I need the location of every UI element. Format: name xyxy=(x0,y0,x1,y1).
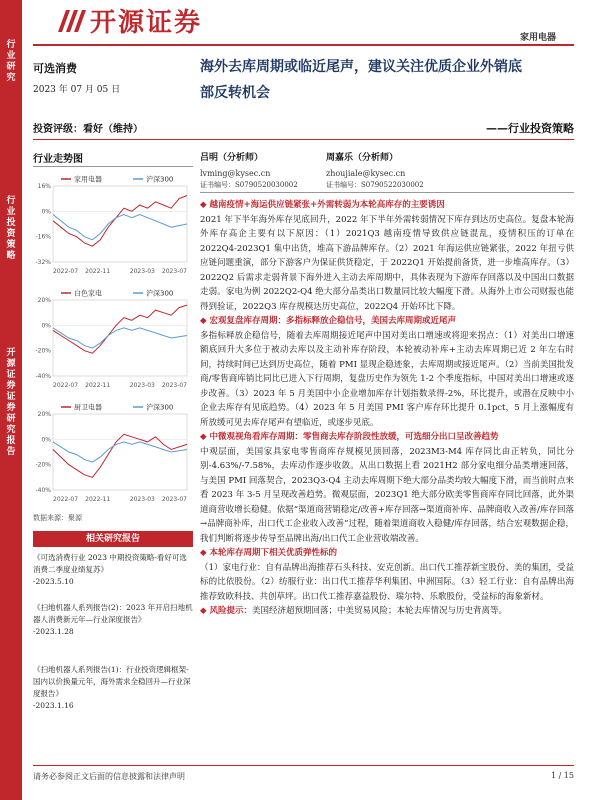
section-3-text: 中观层面，美国家具家电零售商库存规模见顶回落，2023M3-M4 库存同比由正转负，同比分别-4.63%/-7.58%，去库动作逐步收敛。从出口数据上看 2021H2 部分家电细分品类增速回落，与美国 PMI 回落契合，2023Q3-Q4 主动去库周期下绝大部分品类均较大幅度下滑，而当前时点来看 2023 年 3-5 月呈现改善趋势。微观层面，2023Q1 绝大部分欧美零售商库存同比回落，此外渠道商营收增长稳健。依据“渠道商营销稳定/改善+库存回落→渠道商补库、品牌商收入改善/库存回落→品牌商补库，出口代工企业收入改善”过程，随着渠道商收入稳健/库存回落，结合宏观数据企稳，我们判断将逐步传导至品牌出海/出口代工企业营收端改善。 xyxy=(200,446,574,544)
sidebar-label-brand: 开源证券 证券研究报告 xyxy=(6,348,16,457)
section-4-heading: ◆ 本轮库存周期下相关优质弹性标的 xyxy=(200,548,338,558)
related-item-2-date: -2023.1.28 xyxy=(33,627,74,636)
risk-text: 美国经济超预期回落；中美贸易风险；本轮去库情况与历史背离等。 xyxy=(252,606,508,616)
related-item-3-date: -2023.1.16 xyxy=(33,701,74,710)
chart-1 xyxy=(33,172,191,286)
x-tick-label: 2022-11 xyxy=(85,382,111,389)
chart-1-svg xyxy=(33,172,191,276)
legend-label: 白色家电 xyxy=(74,289,102,298)
series-line-benchmark xyxy=(53,215,187,240)
related-item-3[interactable] xyxy=(33,664,193,712)
x-tick-label: 2023-03 xyxy=(129,382,155,389)
y-tick-label: -20% xyxy=(35,347,51,355)
x-tick-label: 2022-07 xyxy=(53,382,79,389)
section-1-heading: ◆ 越南疫情+海运供应链紧张+外需转弱为本轮高库存的主要诱因 xyxy=(200,200,445,210)
chart-source: 数据来源：聚源 xyxy=(33,514,82,522)
y-tick-label: -16% xyxy=(35,233,51,241)
bullet-icon: ◆ xyxy=(200,200,210,210)
risk-heading: 风险提示： xyxy=(209,606,253,616)
related-heading: 相关研究报告 xyxy=(33,531,193,547)
report-date: 2023 年 07 月 05 日 xyxy=(33,85,121,95)
report-body xyxy=(200,198,574,619)
related-item-2-text: 《扫地机器人系列报告(2)：2023 年开启扫地机器人消费新元年—行业深度报告》 xyxy=(33,603,193,624)
analyst-divider xyxy=(200,192,574,193)
sidebar-label-strategy: 行业投资策略 xyxy=(6,196,16,261)
related-item-1-date: -2023.5.10 xyxy=(33,577,74,586)
section-3-heading: ◆ 中微观视角看库存周期：零售商去库存阶段性放缓，可选细分出口呈改善趋势 xyxy=(200,432,499,442)
header-divider xyxy=(33,44,574,46)
legend-label: 厨卫电器 xyxy=(74,403,102,412)
bullet-icon: ◆ xyxy=(200,316,210,326)
y-tick-label: 0% xyxy=(41,208,51,216)
series-line-benchmark xyxy=(53,328,187,348)
x-tick-label: 2023-03 xyxy=(129,268,155,275)
x-tick-label: 2023-07 xyxy=(161,496,187,503)
related-item-1-text: 《可选消费行业 2023 中期投资策略-看好可选消费二季度业绩复苏》 xyxy=(33,553,187,574)
series-line-sector xyxy=(53,434,187,477)
analyst-1-email[interactable]: lvming@kysec.cn xyxy=(200,169,271,178)
chart-frame xyxy=(53,414,187,490)
y-tick-label: 0% xyxy=(41,322,51,330)
y-tick-label: 0% xyxy=(41,436,51,444)
y-tick-label: -20% xyxy=(35,461,51,469)
x-tick-label: 2022-11 xyxy=(85,268,111,275)
analyst-1-cert: 证书编号：S0790520030002 xyxy=(200,181,298,189)
analyst-2 xyxy=(326,150,506,190)
meta-divider xyxy=(33,139,574,140)
x-tick-label: 2023-03 xyxy=(129,496,155,503)
charts-heading: 行业走势图 xyxy=(33,154,83,165)
chart-2 xyxy=(33,286,191,400)
section-4-text: （1）家电行业：自有品牌出海推荐石头科技、安克创新。出口代工推荐新宝股份、美的集团，受益标的比依股份。（2）纺服行业：出口代工推荐华利集团、申洲国际。（3）轻工行业：自有品牌出海推荐致欧科技、共创草坪。出口代工推荐嘉益股份、瑞尔特、乐歌股份，受益标的海象新材。 xyxy=(200,562,574,602)
x-tick-label: 2022-11 xyxy=(85,496,111,503)
report-title xyxy=(200,54,574,106)
logo-text: 开源证券 xyxy=(90,8,203,38)
chart-3-svg xyxy=(33,400,191,504)
chart-frame xyxy=(53,300,187,376)
footer-divider xyxy=(33,765,574,766)
title-line-2: 部反转机会 xyxy=(200,85,270,101)
footer-disclaimer: 请务必参阅正文后面的信息披露和法律声明 xyxy=(33,772,185,781)
chart-2-svg xyxy=(33,286,191,390)
logo-icon xyxy=(56,6,86,34)
legend-label: 家用电器 xyxy=(74,175,102,184)
y-tick-label: -32% xyxy=(35,259,51,266)
y-tick-label: 20% xyxy=(37,411,51,418)
charts-heading-divider xyxy=(33,166,193,167)
legend-label: 沪深300 xyxy=(146,175,174,184)
x-tick-label: 2022-07 xyxy=(53,496,79,503)
analyst-2-name: 周嘉乐（分析师） xyxy=(326,153,399,163)
bullet-icon: ◆ xyxy=(200,548,210,558)
analyst-1-name: 吕明（分析师） xyxy=(200,153,264,163)
sidebar-label-research: 行业研究 xyxy=(6,40,16,83)
sector-label: 家用电器 xyxy=(520,33,557,43)
legend-label: 沪深300 xyxy=(146,289,174,298)
series-line-benchmark xyxy=(53,442,187,462)
page-number: 1 / 15 xyxy=(550,771,574,780)
analyst-2-cert: 证书编号：S0790522030002 xyxy=(326,181,424,189)
category-label: 可选消费 xyxy=(33,62,77,75)
bullet-icon: ◆ xyxy=(200,606,210,616)
title-line-1: 海外去库周期或临近尾声，建议关注优质企业外销底 xyxy=(200,59,522,75)
y-tick-label: -40% xyxy=(35,373,51,380)
left-sidebar xyxy=(0,0,22,800)
y-tick-label: 16% xyxy=(37,183,51,190)
report-type: ——行业投资策略 xyxy=(486,122,574,135)
chart-3 xyxy=(33,400,191,514)
x-tick-label: 2022-07 xyxy=(53,268,79,275)
analyst-2-email[interactable]: zhoujiale@kysec.cn xyxy=(326,169,406,178)
section-2-text: 多指标释放企稳信号，随着去库周期接近尾声中国对美出口增速或将迎来拐点：（1）对美出口增速额底回升大多位于被动去库以及主动补库存阶段，本轮被动补库+主动去库周期已近 2 年左右时间，持续时间已达到历史高位，随着 PMI 显现企稳迹象，去库周期或接近尾声。（2）当前美国批发商/零售商库销比同比已进入下行周期，复盘历史作为领先 1-2 个季度指标，中国对美出口增速或逐步改善。（3）2023 年 5 月美国中小企业增加库存计划指数录得-2%，环比提升，或潜在反映中小企业去库存有见底趋势。（4）2023 年 5 月美国 PMI 客户库存环比提升 0.1pct，5 月上涨幅度有所放缓可见去库存尾声有望临近，或逐步见底。 xyxy=(200,330,574,428)
related-item-3-text: 《扫地机器人系列报告(1)：行业投资逻辑框架-国内以价换量元年，海外需求全稳回升—行业深度报告》 xyxy=(33,665,191,698)
legend-label: 沪深300 xyxy=(146,403,174,412)
x-tick-label: 2023-07 xyxy=(161,382,187,389)
section-5 xyxy=(200,604,574,619)
y-tick-label: 20% xyxy=(37,297,51,304)
section-1-text: 2021 年下半年海外库存见底回升，2022 年下半年外需转弱情况下库存到达历史高位。复盘本轮海外库存高企主要有以下原因：（1）2021Q3 越南疫情导致供应链混乱，疫情积压的订单在 2022Q4-2023Q1 集中出货，堆高下游品牌库存。（2）2021 年海运供应链紧张，2022 年扭亏供应链问题重演，部分下游客户为保证供货稳定，于 2022Q1 开始提前备货，进一步堆高库存。（3）2022Q2 后需求走弱背景下海外进入主动去库周期中，具体表现为下游库存回落以及中国出口数据走弱。家电为例 2022Q2-Q4 绝大部分品类出口数量同比较大幅度下滑。从海外上市公司财报也能得到验证，2022Q3 库存规模达历史高位，2022Q4 开始环比下降。 xyxy=(200,214,574,312)
rating-label: 投资评级：看好（维持） xyxy=(33,124,143,135)
y-tick-label: -40% xyxy=(35,487,51,494)
series-line-sector xyxy=(53,196,187,247)
related-item-1[interactable] xyxy=(33,552,193,588)
section-2-heading: ◆ 宏观复盘库存周期：多指标释放企稳信号，美国去库周期或近尾声 xyxy=(200,316,457,326)
x-tick-label: 2023-07 xyxy=(161,268,187,275)
bullet-icon: ◆ xyxy=(200,432,210,442)
chart-frame xyxy=(53,186,187,262)
related-item-2[interactable] xyxy=(33,602,193,638)
